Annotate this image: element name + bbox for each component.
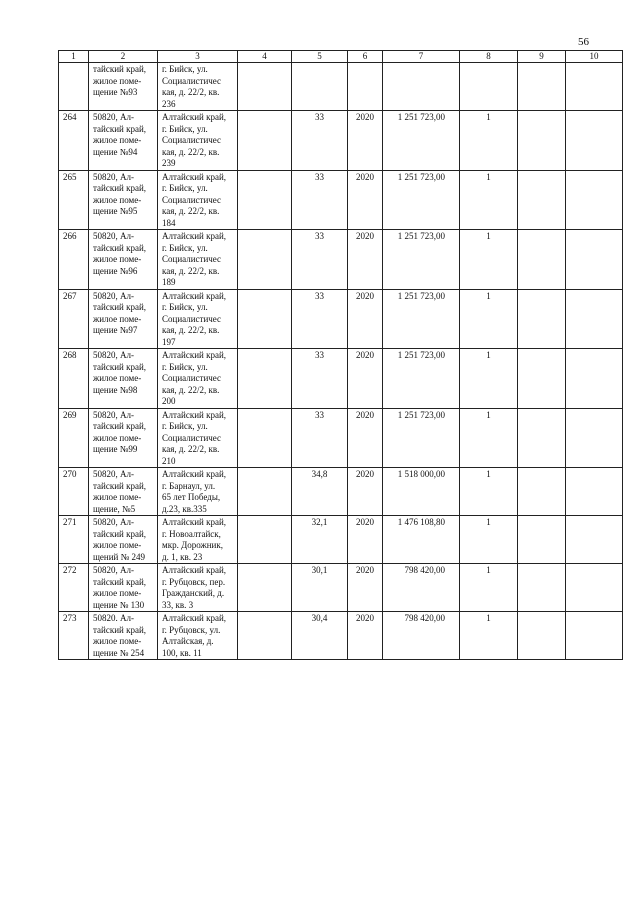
table-row: [59, 408, 623, 468]
cell-quantity: 1: [460, 468, 518, 516]
cell-area: 30,1: [292, 564, 348, 612]
cell-col4: [238, 349, 292, 409]
cell-description: 50820, Ал- тайский край, жилое поме- щение №99: [89, 408, 158, 468]
table-row: [59, 516, 623, 564]
cell-col9: [518, 564, 566, 612]
cell-col4: [238, 170, 292, 230]
cell-col4: [238, 63, 292, 111]
cell-year: 2020: [348, 468, 383, 516]
cell-number: 266: [59, 230, 89, 290]
cell-number: 267: [59, 289, 89, 349]
col-header: 9: [518, 51, 566, 63]
cell-col10: [566, 468, 623, 516]
header-row: [59, 51, 623, 63]
page-number: 56: [578, 36, 589, 48]
cell-year: 2020: [348, 170, 383, 230]
col-header: 8: [460, 51, 518, 63]
cell-col9: [518, 516, 566, 564]
cell-col10: [566, 516, 623, 564]
cell-area: 33: [292, 349, 348, 409]
cell-cost: 1 476 108,80: [383, 516, 460, 564]
cell-col10: [566, 111, 623, 171]
cell-col9: [518, 349, 566, 409]
cell-area: 34,8: [292, 468, 348, 516]
cell-col4: [238, 516, 292, 564]
cell-cost: [383, 63, 460, 111]
cell-quantity: 1: [460, 516, 518, 564]
table-row: [59, 468, 623, 516]
cell-area: 33: [292, 170, 348, 230]
cell-description: 50820, Ал- тайский край, жилое поме- щение, №5: [89, 468, 158, 516]
cell-quantity: 1: [460, 111, 518, 171]
cell-number: 268: [59, 349, 89, 409]
cell-description: 50820, Ал- тайский край, жилое поме- щение №98: [89, 349, 158, 409]
cell-number: 270: [59, 468, 89, 516]
cell-cost: 1 251 723,00: [383, 408, 460, 468]
cell-col4: [238, 408, 292, 468]
cell-area: 32,1: [292, 516, 348, 564]
cell-number: 272: [59, 564, 89, 612]
table-row: [59, 564, 623, 612]
cell-number: 264: [59, 111, 89, 171]
cell-quantity: 1: [460, 170, 518, 230]
cell-col4: [238, 564, 292, 612]
cell-year: 2020: [348, 230, 383, 290]
cell-cost: 1 251 723,00: [383, 111, 460, 171]
col-header: 5: [292, 51, 348, 63]
cell-quantity: 1: [460, 408, 518, 468]
cell-cost: 1 518 000,00: [383, 468, 460, 516]
table-row: [59, 111, 623, 171]
table-row: [59, 612, 623, 660]
cell-col4: [238, 468, 292, 516]
continuation-row: [59, 63, 623, 111]
cell-col10: [566, 289, 623, 349]
col-header: 4: [238, 51, 292, 63]
cell-area: 33: [292, 408, 348, 468]
cell-col9: [518, 170, 566, 230]
cell-cost: 1 251 723,00: [383, 289, 460, 349]
cell-year: 2020: [348, 289, 383, 349]
cell-description: 50820, Ал- тайский край, жилое поме- щение № 130: [89, 564, 158, 612]
cell-area: 33: [292, 289, 348, 349]
cell-col10: [566, 612, 623, 660]
cell-number: 271: [59, 516, 89, 564]
cell-description: 50820, Ал- тайский край, жилое поме- щение №95: [89, 170, 158, 230]
cell-address: Алтайский край, г. Рубцовск, пер. Гражданский, д. 33, кв. 3: [158, 564, 238, 612]
cell-col10: [566, 349, 623, 409]
cell-address: Алтайский край, г. Бийск, ул. Социалистичес кая, д. 22/2, кв. 210: [158, 408, 238, 468]
cell-description: 50820, Ал- тайский край, жилое поме- щение №96: [89, 230, 158, 290]
cell-number: 265: [59, 170, 89, 230]
cell-year: 2020: [348, 564, 383, 612]
cell-col4: [238, 612, 292, 660]
col-header: 3: [158, 51, 238, 63]
cell-description: тайский край, жилое поме- щение №93: [89, 63, 158, 111]
cell-number: 273: [59, 612, 89, 660]
cell-year: 2020: [348, 516, 383, 564]
cell-col9: [518, 230, 566, 290]
cell-quantity: 1: [460, 349, 518, 409]
cell-col4: [238, 111, 292, 171]
cell-year: [348, 63, 383, 111]
cell-col10: [566, 564, 623, 612]
property-table: [58, 50, 623, 660]
cell-number: 269: [59, 408, 89, 468]
cell-col9: [518, 63, 566, 111]
cell-quantity: 1: [460, 612, 518, 660]
cell-quantity: 1: [460, 564, 518, 612]
cell-cost: 1 251 723,00: [383, 170, 460, 230]
col-header: 7: [383, 51, 460, 63]
cell-area: 33: [292, 230, 348, 290]
cell-description: 50820. Ал- тайский край, жилое поме- щение № 254: [89, 612, 158, 660]
cell-description: 50820, Ал- тайский край, жилое поме- щение №97: [89, 289, 158, 349]
cell-quantity: 1: [460, 230, 518, 290]
col-header: 10: [566, 51, 623, 63]
cell-address: Алтайский край, г. Бийск, ул. Социалистичес кая, д. 22/2, кв. 184: [158, 170, 238, 230]
col-header: 6: [348, 51, 383, 63]
cell-col4: [238, 289, 292, 349]
cell-col9: [518, 612, 566, 660]
cell-year: 2020: [348, 408, 383, 468]
table-row: [59, 170, 623, 230]
cell-col9: [518, 111, 566, 171]
cell-cost: 1 251 723,00: [383, 230, 460, 290]
cell-quantity: [460, 63, 518, 111]
cell-col10: [566, 408, 623, 468]
cell-col10: [566, 170, 623, 230]
cell-address: Алтайский край, г. Новоалтайск, мкр. Дорожник, д. 1, кв. 23: [158, 516, 238, 564]
cell-address: Алтайский край, г. Бийск, ул. Социалистичес кая, д. 22/2, кв. 197: [158, 289, 238, 349]
cell-number: [59, 63, 89, 111]
cell-year: 2020: [348, 349, 383, 409]
cell-col9: [518, 408, 566, 468]
cell-description: 50820, Ал- тайский край, жилое поме- щение №94: [89, 111, 158, 171]
cell-quantity: 1: [460, 289, 518, 349]
col-header: 2: [89, 51, 158, 63]
cell-col9: [518, 468, 566, 516]
cell-col10: [566, 63, 623, 111]
cell-area: 30,4: [292, 612, 348, 660]
cell-col4: [238, 230, 292, 290]
cell-description: 50820, Ал- тайский край, жилое поме- щений № 249: [89, 516, 158, 564]
cell-col9: [518, 289, 566, 349]
cell-cost: 798 420,00: [383, 564, 460, 612]
cell-cost: 798 420,00: [383, 612, 460, 660]
cell-address: Алтайский край, г. Бийск, ул. Социалистичес кая, д. 22/2, кв. 189: [158, 230, 238, 290]
cell-year: 2020: [348, 111, 383, 171]
table-row: [59, 349, 623, 409]
cell-address: Алтайский край, г. Барнаул, ул. 65 лет Победы, д.23, кв.335: [158, 468, 238, 516]
table-row: [59, 230, 623, 290]
table-row: [59, 289, 623, 349]
cell-area: [292, 63, 348, 111]
cell-address: Алтайский край, г. Бийск, ул. Социалистичес кая, д. 22/2, кв. 239: [158, 111, 238, 171]
col-header: 1: [59, 51, 89, 63]
cell-address: г. Бийск, ул. Социалистичес кая, д. 22/2, кв. 236: [158, 63, 238, 111]
cell-address: Алтайский край, г. Рубцовск, ул. Алтайская, д. 100, кв. 11: [158, 612, 238, 660]
cell-area: 33: [292, 111, 348, 171]
cell-col10: [566, 230, 623, 290]
cell-address: Алтайский край, г. Бийск, ул. Социалистичес кая, д. 22/2, кв. 200: [158, 349, 238, 409]
cell-year: 2020: [348, 612, 383, 660]
cell-cost: 1 251 723,00: [383, 349, 460, 409]
